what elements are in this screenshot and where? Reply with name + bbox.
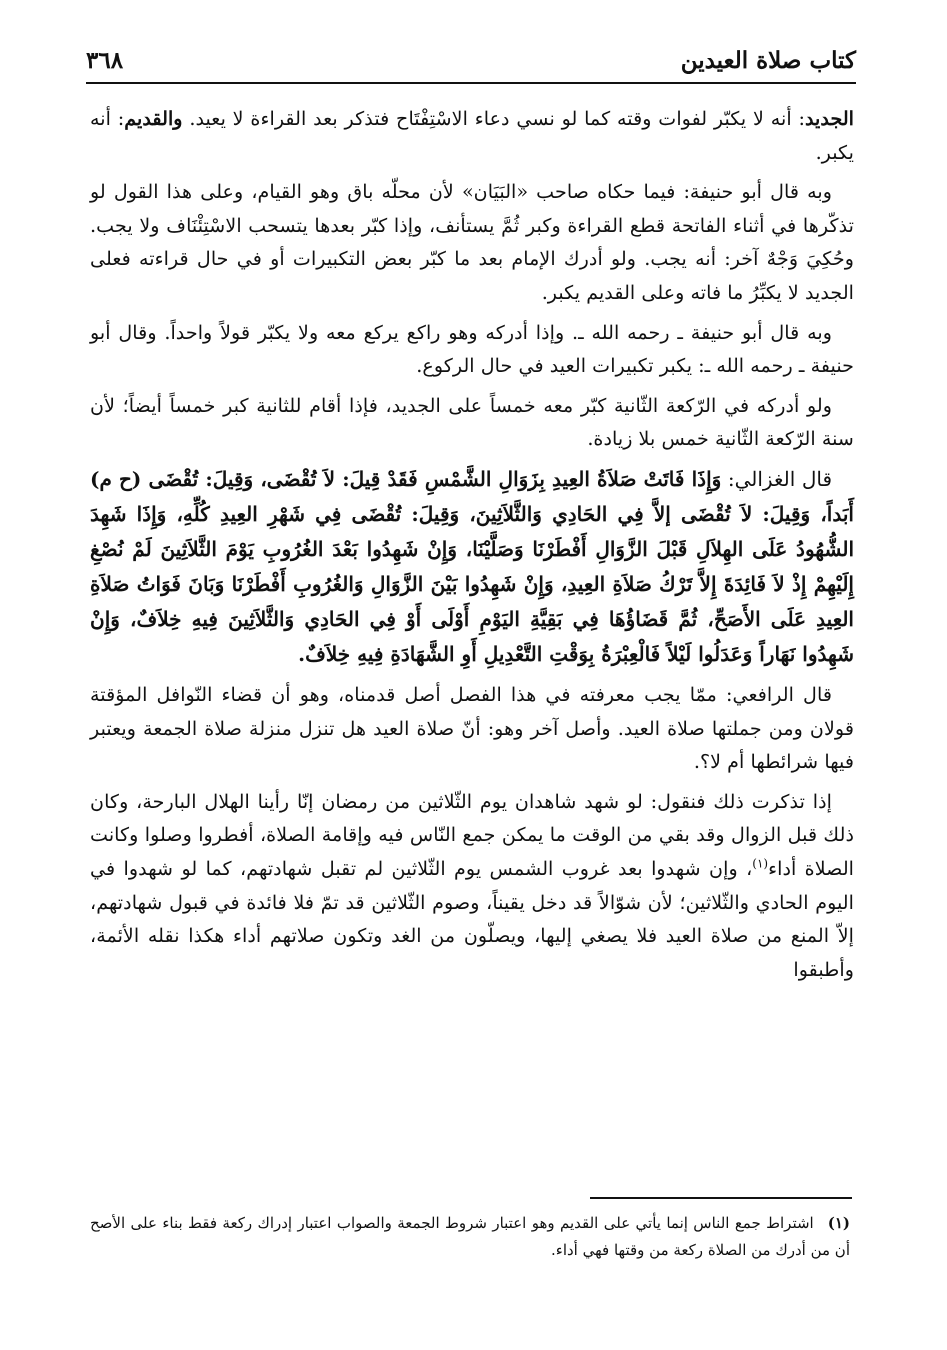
paragraph-text: : أنه لا يكبّر لفوات وقته كما لو نسي دعاء الاسْتِفْتَاح فتذكر بعد القراءة لا يعيد. [182, 107, 805, 130]
paragraph-text: ، وإن شهدوا بعد غروب الشمس يوم الثّلاثين لم تقبل شهادتهم، كما لو شهدوا في اليوم الحادي والثّلاثين؛ لأن شوّالاً قد دخل يقيناً، وصوم الثّلاثين قد تمّ فلا فائدة في قبول شهادتهم، إلاّ المنع من صلاة العيد فلا يصغي إليها، ويصلّون من الغد وتكون صلاتهم أداء هكذا نقله الأئمة، وأطبقوا [90, 856, 854, 981]
footnote-divider [590, 1197, 852, 1199]
paragraph-last [90, 785, 854, 987]
page-header [86, 38, 856, 84]
paragraph-4: ولو أدركه في الرّكعة الثّانية كبّر معه خمساً على الجديد، فإذا أقام للثانية كبر خمساً أيضاً؛ لأن سنة الرّكعة الثّانية خمس بلا زيادة. [90, 393, 854, 451]
book-title: كتاب صلاة العيدين [680, 46, 856, 74]
ghazali-text: وَإِذَا فَاتَتْ صَلاَةُ العِيدِ بِزَوَالِ الشَّمْسِ فَقَدْ قِيلَ: لاَ تُقْضَى، وَقِيلَ: تُقْضَى (ح م) أَبَداً، وَقِيلَ: لاَ تُقْضَى إلاَّ فِي الحَادِي وَالثَّلاَثِينَ، وَقِيلَ: تُقْضَى فِي شَهْرِ العِيدِ كُلِّهِ، وَإِذَا شَهِدَ الشُّهُودُ عَلَى الهِلاَلِ قَبْلَ الزَّوَالِ أَفْطَرْنَا وَصَلَّيْنَا، وَإِنْ شَهِدُوا بَعْدَ الغُرُوبِ يَوْمَ الثَّلاَثِينَ لَمْ نُصْغِ إِلَيْهِمْ إِذْ لاَ فَائِدَةَ إِلاَّ تَرْكُ صَلاَةِ العِيدِ، وَإِنْ شَهِدُوا بَيْنَ الزَّوَالِ وَالغُرُوبِ أَفْطَرْنَا وَبَانَ فَوَاتُ صَلاَةِ العِيدِ عَلَى الأَصَحِّ، ثُمَّ قَضَاؤُهَا فِي بَقِيَّةِ اليَوْمِ أَوْلَى أَوْ فِي الحَادِي وَالثَّلاَثِينَ فِيهِ خِلاَفٌ، وَإِنْ شَهِدُوا نَهَاراً وَعَدَلُوا لَيْلاً فَالْعِبْرَةُ بِوَقْتِ التَّعْدِيلِ أَوِ الشَّهَادَةِ فِيهِ خِلاَفٌ. [90, 466, 854, 666]
page-number: ٣٦٨ [86, 46, 124, 74]
paragraph-1 [90, 102, 854, 169]
term-new-opinion: الجديد [804, 107, 855, 130]
ghazali-quote [90, 462, 854, 672]
footnote-text: اشتراط جمع الناس إنما يأتي على القديم وهو اعتبار شروط الجمعة والصواب اعتبار إدراك ركعة فقط بناء على الأصح أن من أدرك من الصلاة ركعة من وقتها فهي أداء. [90, 1214, 850, 1259]
paragraph-rafii: قال الرافعي: ممّا يجب معرفته في هذا الفصل أصل قدمناه، وهو أن قضاء النّوافل المؤقتة قولان ومن جملتها صلاة العيد. وأصل آخر وهو: أنّ صلاة العيد هل تنزل منزلة صلاة الجمعة ويعتبر فيها شرائطها أم لا؟. [90, 682, 854, 774]
main-text [90, 102, 854, 992]
footnote-reference: (١) [752, 856, 769, 871]
paragraph-text: : أنه يكبر. [90, 107, 854, 164]
paragraph-3: وبه قال أبو حنيفة ـ رحمه الله ـ. وإذا أدركه وهو راكع يركع معه ولا يكبّر قولاً واحداً. وقال أبو حنيفة ـ رحمه الله ـ: يكبر تكبيرات العيد في حال الركوع. [90, 320, 854, 378]
paragraph-2: وبه قال أبو حنيفة: فيما حكاه صاحب «البَيَان» لأن محلّه باق وهو القيام، وعلى هذا القول لو تذكّرها في أثناء الفاتحة قطع القراءة وكبر ثُمَّ يستأنف، وإذا كبّر بعدها يتسحب الاسْتِئْنَاف ولا يجب. وحُكِيَ وَجْهٌ آخر: أنه يجب. ولو أدرك الإمام بعد ما كبّر بعض التكبيرات أو في حال قراءته فعلى الجديد لا يكبِّرُ ما فاته وعلى القديم يكبر. [90, 180, 854, 304]
ghazali-intro: قال الغزالي: [721, 466, 832, 491]
paragraph-text: إذا تذكرت ذلك فنقول: لو شهد شاهدان يوم الثّلاثين من رمضان إنّا رأينا الهلال البارحة، وكان ذلك قبل الزوال وقد بقي من الوقت ما يمكن جمع النّاس فيه وإقامة الصلاة، أفطروا وصلوا وكانت الصلاة أداء [90, 789, 854, 880]
footnote-number: (١) [827, 1214, 850, 1232]
footnote [90, 1210, 850, 1264]
term-old-opinion: والقديم [124, 107, 183, 130]
